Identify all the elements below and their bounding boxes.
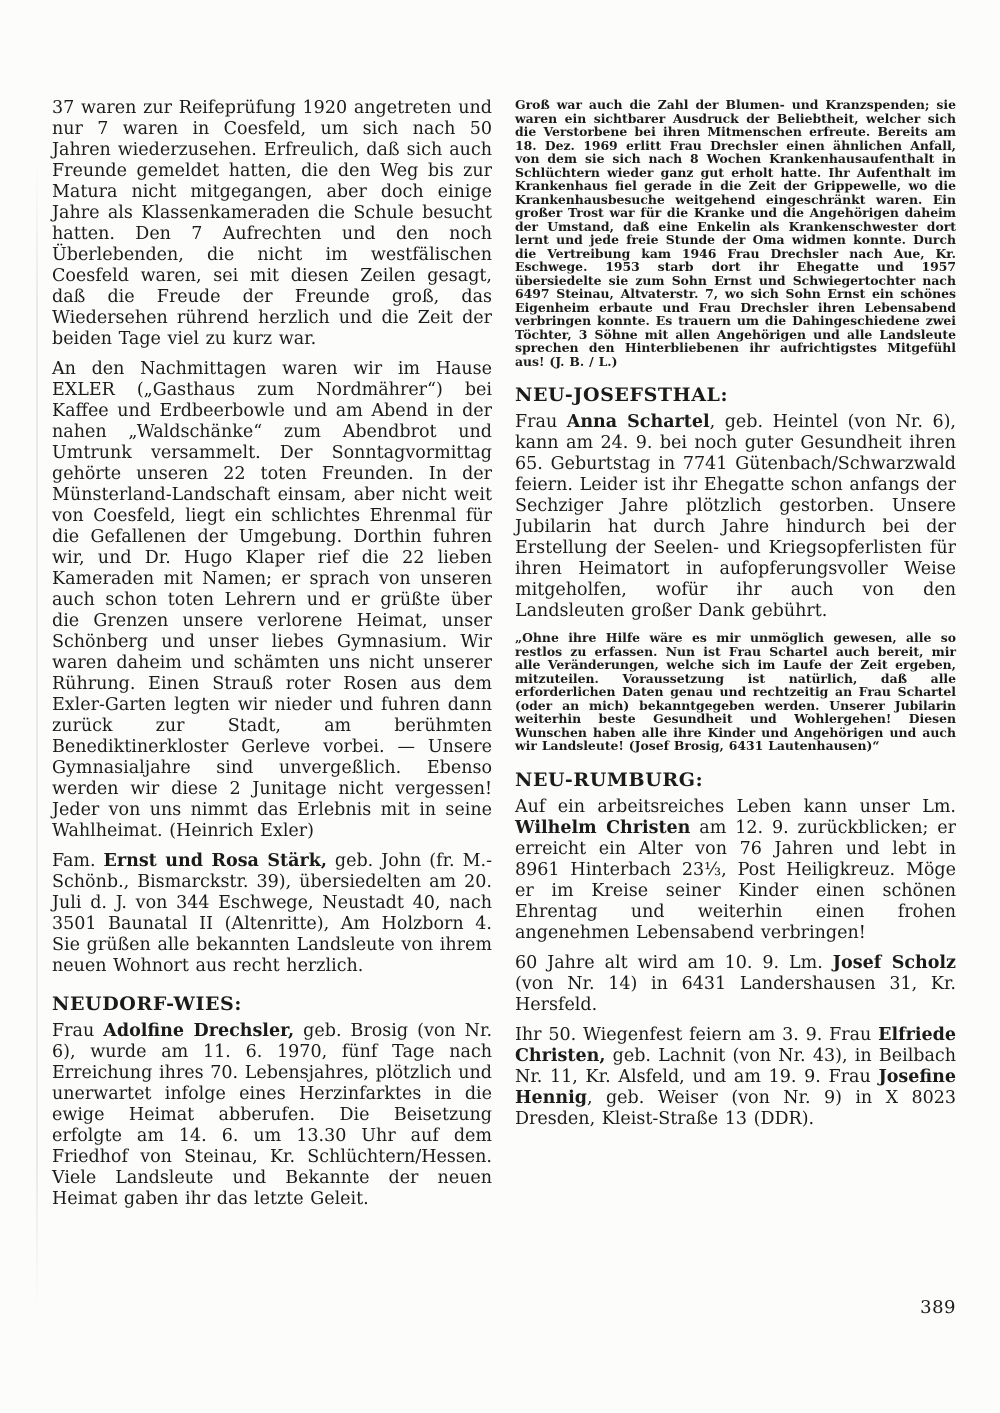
article-paragraph — [515, 412, 956, 622]
text-run: geb. Lachnit (von Nr. 43), in Beilbach Nr. 11, Kr. Alsfeld, und am 19. 9. Frau — [515, 1045, 956, 1087]
section-heading — [515, 384, 956, 406]
section-heading — [52, 993, 492, 1015]
text-run: geb. Brosig (von Nr. 6), wurde am 11. 6. 1970, fünf Tage nach Erreichung ihres 70. Lebensjahres, plötzlich und unerwartet infolge eines Herzinfarktes in die ewige Heimat abberufen. Die Beisetzung erfolgte am 14. 6. um 13.30 Uhr auf dem Friedhof von Steinau, Kr. Schlüchtern/Hessen. Viele Landsleute und Bekannte der neuen Heimat gaben ihr das letzte Geleit. — [52, 1021, 493, 1209]
person-name: Elfriede Christen, — [515, 1024, 956, 1066]
article-paragraph — [515, 1025, 956, 1130]
article-paragraph — [52, 98, 492, 350]
person-name: Josefine Hennig — [515, 1066, 956, 1108]
text-run: An den Nachmittagen waren wir im Hause EXLER („Gasthaus zum Nordmährer“) bei Kaffee und Erdbeerbowle und am Abend in der nahen „Waldschänke“ zum Abendbrot und Umtrunk versammelt. Der Sonntagvormittag gehörte unseren 22 toten Freunden. In der Münsterland-Landschaft einsam, aber nicht weit von Coesfeld, liegt ein schlichtes Ehrenmal für die Gefallenen der Umgebung. Dorthin fuhren wir, und Dr. Hugo Klaper rief die 22 lieben Kameraden mit Namen; er sprach von unseren auch schon toten Lehrern und er grüßte über die Grenzen unsere verlorene Heimat, unser Schönberg und unser liebes Gymnasium. Wir waren daheim und schämten uns nicht unserer Rührung. Einen Strauß roter Rosen aus dem Exler-Garten legten wir nieder und fuhren dann zurück zur Stadt, am berühmten Benediktinerkloster Gerleve vorbei. — Unsere Gymnasialjahre sind unvergeßlich. Ebenso werden wir diese 2 Junitage nicht vergessen! Jeder von uns nimmt das Erlebnis mit in seine Wahlheimat. (Heinrich Exler) — [52, 359, 492, 841]
person-name: Josef Scholz — [832, 952, 956, 973]
text-run: Auf ein arbeitsreiches Leben kann unser Lm. — [515, 796, 956, 817]
article-paragraph — [52, 851, 492, 977]
text-run: 37 waren zur Reifeprüfung 1920 angetreten und nur 7 waren in Coesfeld, um sich nach 50 Jahren wiederzusehen. Erfreulich, daß sich auch Freunde gemeldet hatten, die den Weg bis zur Matura nicht mitgegangen, aber doch einige Jahre als Klassenkameraden die Schule besucht hatten. Den 7 Aufrechten und den noch Überlebenden, die nicht im westfälischen Coesfeld waren, sei mit diesen Zeilen gesagt, daß die Freude der Freunde groß, das Wiedersehen rührend herzlich und die Zeit der beiden Tage viel zu kurz war. — [52, 98, 492, 349]
text-run: „Ohne ihre Hilfe wäre es mir unmöglich gewesen, alle so restlos zu erfassen. Nun ist Frau Schartel auch bereit, mir alle Veränderungen, welche sich im Laufe der Zeit ergeben, mitzuteilen. Voraussetzung ist natürlich, daß alle erforderlichen Daten genau und rechtzeitig an Frau Schartel (oder an mich) bekanntgegeben werden. Unserer Jubilarin weiterhin beste Gesundheit und Wohlergehen! Diesen Wunschen haben alle ihre Kinder und Angehörigen und auch wir Landsleute! (Josef Brosig, 6431 Lautenhausen)“ — [515, 630, 956, 753]
article-paragraph — [52, 359, 492, 842]
person-name: Ernst und Rosa Stärk, — [103, 851, 327, 871]
article-paragraph — [515, 631, 956, 753]
person-name: Adolfine Drechsler, — [103, 1021, 295, 1041]
text-run: am 12. 9. zurückblicken; er erreicht ein Alter von 76 Jahren und lebt in 8961 Hinterbach 23⅓, Post Heiligkreuz. Möge er im Kreise seiner Kinder einen schönen Ehrentag und weiterhin einen frohen angenehmen Lebensabend verbringen! — [515, 817, 956, 943]
text-run: , geb. Heintel (von Nr. 6), kann am 24. 9. bei noch guter Gesundheit ihren 65. Geburtstag in 7741 Gütenbach/Schwarzwald feiern. Leider ist ihr Ehegatte schon anfangs der Sechziger Jahre plötzlich gestorben. Unsere Jubilarin hat durch Jahre hindurch bei der Erstellung der Seelen- und Kriegsopferlisten für ihren Heimatort in aufopferungsvoller Weise mitgeholfen, wofür ihr auch von den Landsleuten großer Dank gebührt. — [515, 412, 956, 621]
page-number: 389 — [920, 1297, 956, 1318]
text-run: Ihr 50. Wiegenfest feiern am 3. 9. Frau — [515, 1024, 879, 1045]
scan-artifact-line — [36, 160, 38, 1310]
text-run: 60 Jahre alt wird am 10. 9. Lm. — [515, 952, 833, 973]
text-run: geb. John (fr. M.-Schönb., Bismarckstr. 39), übersiedelten am 20. Juli d. J. von 344 Eschwege, Neustadt 40, nach 3501 Baunatal II (Altenritte), Am Holzborn 4. Sie grüßen alle bekannten Landsleute von ihrem neuen Wohnort aus recht herzlich. — [52, 851, 493, 976]
left-column — [52, 98, 492, 1219]
right-column — [515, 98, 956, 1139]
person-name: Anna Schartel — [566, 412, 710, 432]
text-run: Fam. — [52, 851, 104, 871]
text-run: Frau — [52, 1021, 104, 1041]
article-paragraph — [52, 1021, 492, 1210]
article-paragraph — [515, 953, 956, 1016]
text-run: , geb. Weiser (von Nr. 9) in X 8023 Dresden, Kleist-Straße 13 (DDR). — [515, 1087, 956, 1129]
text-run: Groß war auch die Zahl der Blumen- und Kranzspenden; sie waren ein sichtbarer Ausdruck der Beliebtheit, welcher sich die Verstorbene bei ihren Mitmenschen erfreute. Bereits am 18. Dez. 1969 erlitt Frau Drechsler einen ähnlichen Anfall, von dem sie sich nach 8 Wochen Krankenhausaufenthalt in Schlüchtern wieder ganz gut erholt hatte. Ihr Aufenthalt im Krankenhaus fiel gerade in die Zeit der Grippewelle, wo die Krankenhausbesuche weitgehend eingeschränkt waren. Ein großer Trost war für die Kranke und die Angehörigen daheim der Umstand, daß eine Enkelin als Krankenschwester dort lernt und jede freie Stunde der Oma widmen konnte. Durch die Vertreibung kam 1946 Frau Drechsler nach Aue, Kr. Eschwege. 1953 starb dort ihr Ehegatte und 1957 übersiedelte sie zum Sohn Ernst und Schwiegertochter nach 6497 Steinau, Altvaterstr. 7, wo sich Sohn Ernst ein schönes Eigenheim erbaute und Frau Drechsler ihren Lebensabend verbringen konnte. Es trauern um die Dahingeschiedene zwei Töchter, 3 Söhne mit allen Angehörigen und alle Landsleute sprechen den Hinterbliebenen ihr aufrichtigstes Mitgefühl aus! (J. B. / L.) — [515, 97, 956, 369]
text-run: (von Nr. 14) in 6431 Landershausen 31, Kr. Hersfeld. — [515, 973, 956, 1015]
article-paragraph — [515, 797, 956, 944]
person-name: Wilhelm Christen — [515, 817, 691, 838]
text-run: NEUDORF-WIES: — [52, 993, 242, 1015]
text-run: Frau — [515, 412, 567, 432]
article-paragraph — [515, 98, 956, 368]
text-run: NEU-RUMBURG: — [515, 768, 704, 791]
text-run: NEU-JOSEFSTHAL: — [515, 384, 729, 406]
section-heading — [515, 769, 956, 791]
